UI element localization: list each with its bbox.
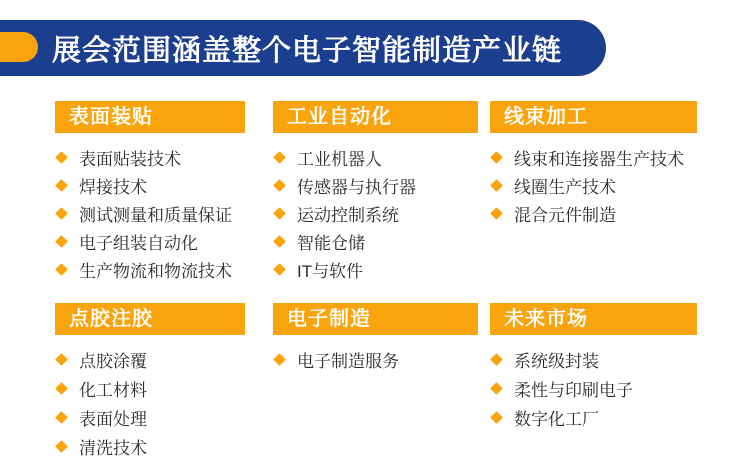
section-header: 未来市场 [490,303,697,335]
diamond-bullet-icon [273,235,286,248]
diamond-bullet-icon [55,411,68,424]
section-item-list [273,143,490,283]
item-label: IT与软件 [297,261,364,281]
list-item [273,171,490,199]
section-item-list [55,345,273,461]
diamond-bullet-icon [55,263,68,276]
list-item [55,432,273,461]
item-label: 点胶涂覆 [79,352,147,371]
section-item-list [490,143,710,227]
item-label: 运动控制系统 [297,205,399,225]
page-title: 展会范围涵盖整个电子智能制造产业链 [52,34,563,67]
item-label: 表面处理 [79,410,147,429]
item-label: 线束和连接器生产技术 [514,149,684,169]
title-banner [0,20,606,76]
item-label: 系统级封装 [514,352,599,371]
list-item [55,143,273,171]
diamond-bullet-icon [55,382,68,395]
section-dispensing-potting [55,303,273,461]
diamond-bullet-icon [273,179,286,192]
diamond-bullet-icon [55,440,68,453]
diamond-bullet-icon [490,382,503,395]
list-item [273,227,490,255]
list-item [55,171,273,199]
list-item [490,345,710,374]
diamond-bullet-icon [273,353,286,366]
list-item [55,255,273,283]
item-label: 柔性与印刷电子 [514,381,633,400]
diamond-bullet-icon [273,263,286,276]
list-item [490,143,710,171]
section-header: 表面装贴 [55,101,245,133]
list-item [55,227,273,255]
diamond-bullet-icon [490,353,503,366]
list-item [55,199,273,227]
sections-grid [55,101,710,461]
section-item-list [490,345,710,432]
item-label: 线圈生产技术 [514,177,616,197]
item-label: 化工材料 [79,381,147,400]
diamond-bullet-icon [55,179,68,192]
section-header: 电子制造 [273,303,478,335]
list-item [55,403,273,432]
section-surface-mounting [55,101,273,303]
list-item [273,255,490,283]
diamond-bullet-icon [55,353,68,366]
section-future-markets [490,303,710,461]
diamond-bullet-icon [55,207,68,220]
diamond-bullet-icon [490,207,503,220]
item-label: 数字化工厂 [514,410,599,429]
section-header: 点胶注胶 [55,303,245,335]
item-label: 传感器与执行器 [297,177,416,197]
list-item [490,171,710,199]
section-item-list [273,345,490,374]
list-item [55,345,273,374]
section-header: 工业自动化 [273,101,478,133]
item-label: 工业机器人 [297,149,382,169]
section-electronics-manufacturing [273,303,490,461]
list-item [55,374,273,403]
accent-pill-icon [0,32,38,62]
item-label: 焊接技术 [79,177,147,197]
section-item-list [55,143,273,283]
list-item [490,374,710,403]
item-label: 生产物流和物流技术 [79,261,232,281]
item-label: 智能仓储 [297,233,365,253]
diamond-bullet-icon [273,151,286,164]
diamond-bullet-icon [490,179,503,192]
section-industrial-automation [273,101,490,303]
item-label: 测试测量和质量保证 [79,205,232,225]
list-item [273,345,490,374]
item-label: 电子组装自动化 [79,233,198,253]
item-label: 电子制造服务 [297,352,399,371]
diamond-bullet-icon [273,207,286,220]
section-wire-harness-processing [490,101,710,303]
list-item [273,143,490,171]
list-item [273,199,490,227]
item-label: 表面贴装技术 [79,149,181,169]
diamond-bullet-icon [55,235,68,248]
item-label: 清洗技术 [79,439,147,458]
item-label: 混合元件制造 [514,205,616,225]
diamond-bullet-icon [490,151,503,164]
diamond-bullet-icon [490,411,503,424]
diamond-bullet-icon [55,151,68,164]
list-item [490,199,710,227]
section-header: 线束加工 [490,101,697,133]
list-item [490,403,710,432]
